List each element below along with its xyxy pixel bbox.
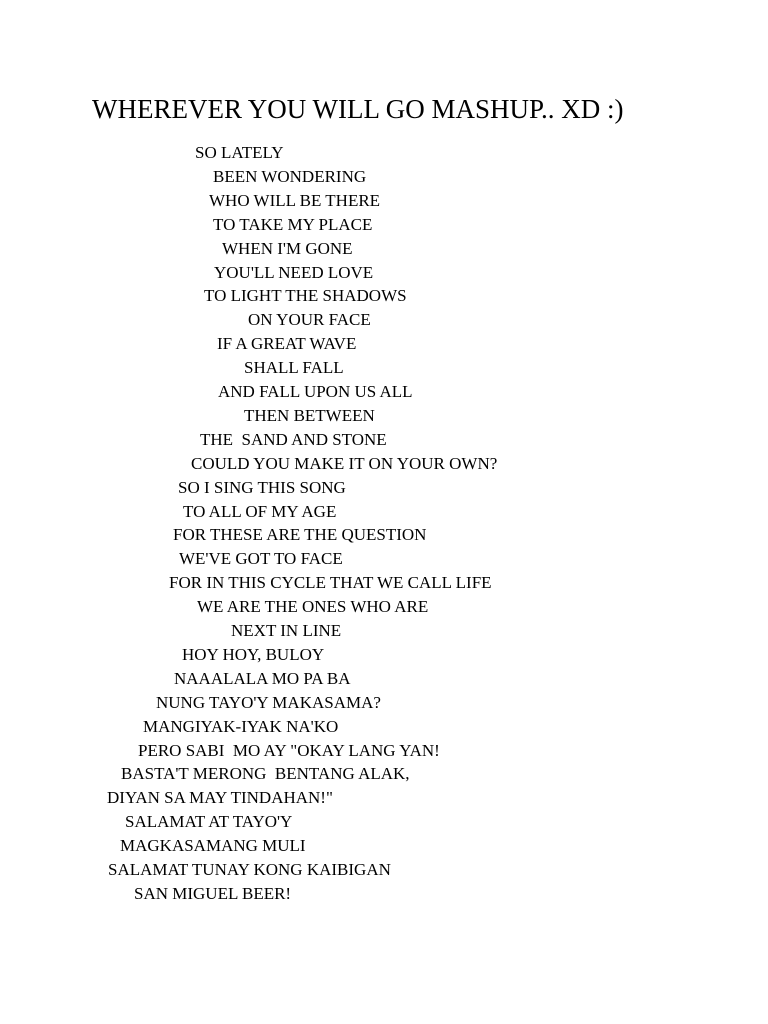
lyric-line: WE ARE THE ONES WHO ARE [197, 597, 429, 617]
lyric-line: NEXT IN LINE [231, 621, 342, 640]
lyric-line: IF A GREAT WAVE [217, 334, 357, 354]
lyric-line: MANGIYAK-IYAK NA'KO [143, 716, 339, 736]
lyric-line: WE'VE GOT TO FACE [179, 549, 343, 569]
lyric-line: THEN BETWEEN [244, 405, 375, 425]
lyric-line: THE SAND AND STONE [200, 429, 387, 449]
lyric-line: COULD YOU MAKE IT ON YOUR OWN? [191, 453, 498, 473]
lyric-line: SO I SING THIS SONG [178, 477, 346, 497]
lyric-line: FOR IN THIS CYCLE THAT WE CALL LIFE [169, 573, 492, 593]
lyric-line: AND FALL UPON US ALL [218, 382, 413, 401]
lyric-line: NUNG TAYO'Y MAKASAMA? [156, 692, 381, 712]
document-title: WHEREVER YOU WILL GO MASHUP.. XD :) [92, 94, 624, 124]
lyric-line: DIYAN SA MAY TINDAHAN!" [107, 788, 333, 808]
lyric-line: MAGKASAMANG MULI [120, 836, 306, 856]
lyric-line: PERO SABI MO AY "OKAY LANG YAN! [138, 740, 440, 760]
lyric-line: YOU'LL NEED LOVE [214, 262, 374, 282]
lyric-line: BASTA'T MERONG BENTANG ALAK, [121, 764, 410, 784]
lyric-line: WHEN I'M GONE [222, 238, 353, 258]
lyric-line: BEEN WONDERING [213, 166, 367, 186]
lyric-line: FOR THESE ARE THE QUESTION [173, 525, 427, 545]
lyric-line: SALAMAT AT TAYO'Y [125, 812, 293, 832]
lyric-line: WHO WILL BE THERE [209, 190, 381, 210]
lyric-line: SALAMAT TUNAY KONG KAIBIGAN [108, 860, 391, 879]
lyric-line: TO TAKE MY PLACE [213, 214, 373, 234]
lyric-line: SHALL FALL [244, 358, 344, 378]
lyric-line: ON YOUR FACE [248, 310, 371, 330]
lyric-line: SAN MIGUEL BEER! [134, 883, 292, 903]
lyric-line: TO LIGHT THE SHADOWS [204, 286, 407, 306]
lyric-line: HOY HOY, BULOY [182, 644, 325, 664]
lyric-line: NAAALALA MO PA BA [174, 668, 351, 688]
lyric-line: SO LATELY [195, 143, 284, 162]
lyric-line: TO ALL OF MY AGE [183, 501, 337, 521]
